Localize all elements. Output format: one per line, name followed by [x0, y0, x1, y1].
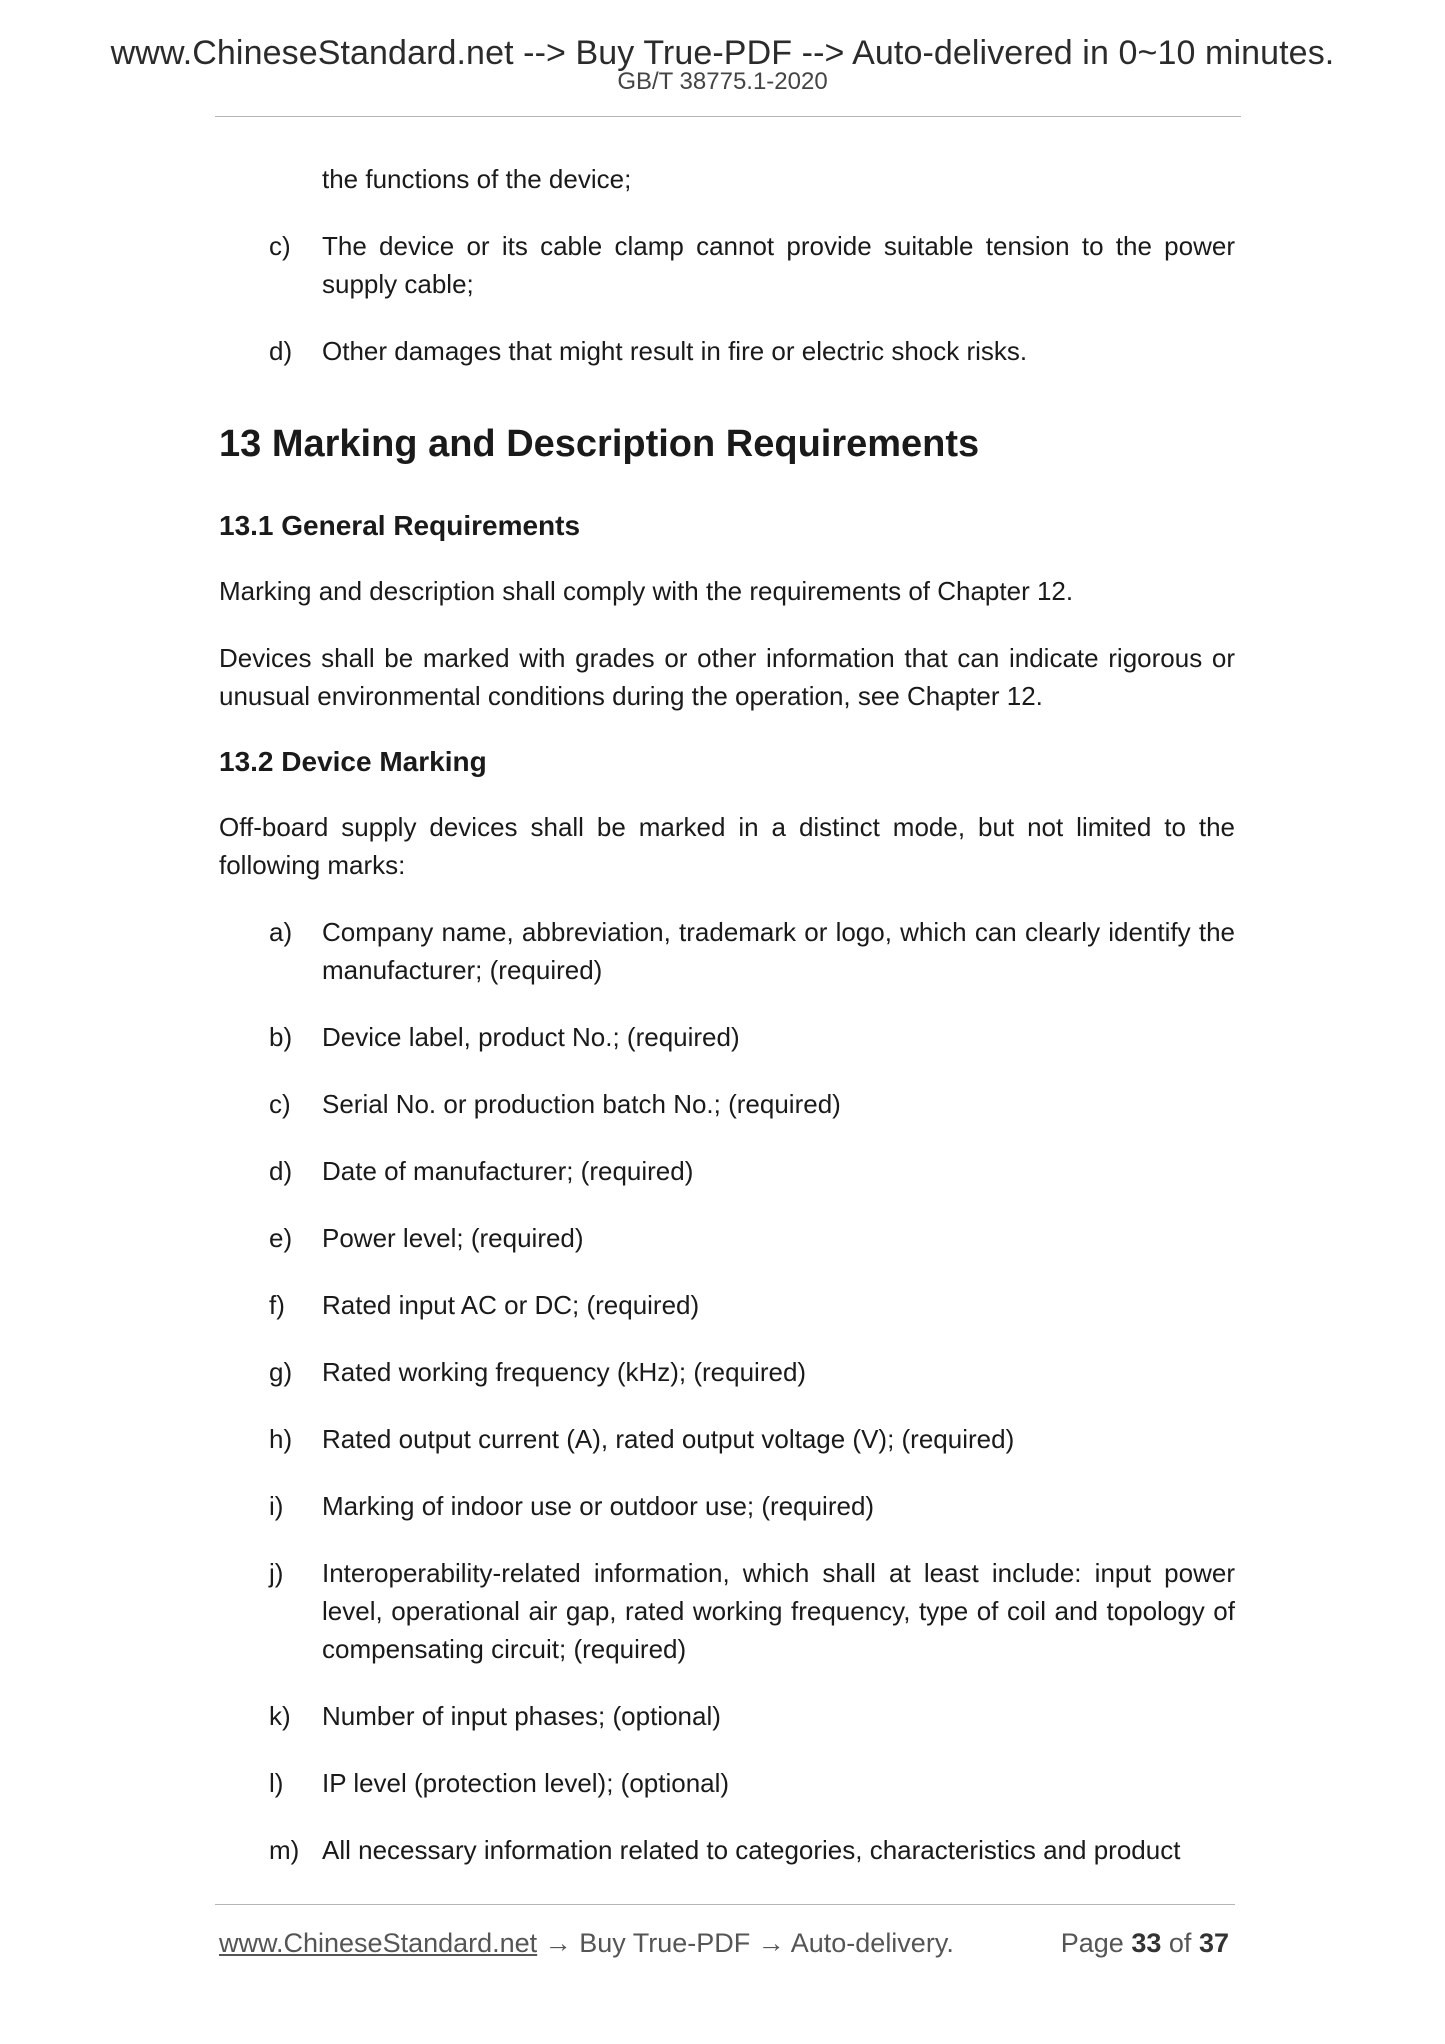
list-item: [219, 227, 1235, 303]
list-item-text: Rated working frequency (kHz); (required): [322, 1357, 807, 1387]
list-item-label: m): [269, 1835, 300, 1865]
list-item-label: h): [269, 1424, 293, 1454]
list-item-label: c): [269, 231, 291, 261]
list-item: [219, 1353, 1235, 1391]
list-item-label: d): [269, 1156, 293, 1186]
list-item-label: f): [269, 1290, 285, 1320]
list-item-label: b): [269, 1022, 293, 1052]
list-item: [219, 1420, 1235, 1458]
footer-divider: [215, 1904, 1235, 1905]
footer-tagline: → Buy True-PDF → Auto-delivery.: [537, 1928, 954, 1958]
header-divider: [215, 116, 1241, 117]
list-item-text: Power level; (required): [322, 1223, 584, 1253]
list-item-label: g): [269, 1357, 293, 1387]
page-indicator: [1061, 1928, 1229, 1959]
section-heading-13-1: 13.1 General Requirements: [219, 510, 581, 541]
page-footer: [219, 1928, 1229, 1959]
list-item-text: Serial No. or production batch No.; (required): [322, 1089, 841, 1119]
page-total: 37: [1198, 1928, 1229, 1958]
list-item: [219, 1764, 1235, 1802]
list-item-label: j): [269, 1558, 284, 1588]
section-heading-13-2: 13.2 Device Marking: [219, 746, 487, 777]
list-item-text: All necessary information related to categories, characteristics and product: [322, 1835, 1181, 1865]
list-item: [219, 1831, 1235, 1869]
list-item-label: a): [269, 917, 293, 947]
list-item-text: Device label, product No.; (required): [322, 1022, 740, 1052]
list-item: [219, 1697, 1235, 1735]
paragraph: Marking and description shall comply with the requirements of Chapter 12.: [219, 576, 1074, 606]
list-item-text: IP level (protection level); (optional): [322, 1768, 730, 1798]
list-item: [219, 1152, 1235, 1190]
document-body: [219, 160, 1235, 1898]
list-item-text: Rated input AC or DC; (required): [322, 1290, 700, 1320]
continuation-text: the functions of the device;: [322, 164, 632, 194]
page-word: Page: [1060, 1928, 1124, 1958]
standard-code: GB/T 38775.1-2020: [617, 68, 828, 95]
list-item: [219, 1554, 1235, 1668]
list-item-label: l): [269, 1768, 284, 1798]
list-item-label: k): [269, 1701, 291, 1731]
list-item: [219, 1487, 1235, 1525]
list-item-text: Interoperability-related information, which shall at least include: input power level, operational air gap, rated working frequency, type of coil and topology of compensating circuit; (required): [322, 1558, 1235, 1664]
paragraph: Off-board supply devices shall be marked in a distinct mode, but not limited to the following marks:: [219, 812, 1235, 880]
top-banner: www.ChineseStandard.net --> Buy True-PDF --> Auto-delivered in 0~10 minutes.: [110, 34, 1335, 72]
list-item: [219, 332, 1235, 370]
list-item-text: Company name, abbreviation, trademark or logo, which can clearly identify the manufacturer; (required): [322, 917, 1235, 985]
list-item: [219, 1018, 1235, 1056]
list-item-text: Marking of indoor use or outdoor use; (required): [322, 1491, 875, 1521]
list-item-label: c): [269, 1089, 291, 1119]
chapter-heading: 13 Marking and Description Requirements: [219, 423, 980, 465]
list-item-text: Number of input phases; (optional): [322, 1701, 721, 1731]
list-item-text: The device or its cable clamp cannot provide suitable tension to the power supply cable;: [322, 231, 1235, 299]
of-word: of: [1168, 1928, 1192, 1958]
list-item-text: Other damages that might result in fire or electric shock risks.: [322, 336, 1028, 366]
list-item-text: Date of manufacturer; (required): [322, 1156, 694, 1186]
page-number: 33: [1131, 1928, 1162, 1958]
list-item-label: e): [269, 1223, 293, 1253]
list-item: [219, 1286, 1235, 1324]
footer-site-link[interactable]: www.ChineseStandard.net: [219, 1928, 538, 1958]
list-item: [219, 1085, 1235, 1123]
list-item: [219, 1219, 1235, 1257]
list-item-label: i): [269, 1491, 284, 1521]
list-item-label: d): [269, 336, 293, 366]
list-item-text: Rated output current (A), rated output voltage (V); (required): [322, 1424, 1015, 1454]
list-item: [219, 913, 1235, 989]
paragraph: Devices shall be marked with grades or other information that can indicate rigorous or unusual environmental conditions during the operation, see Chapter 12.: [219, 643, 1235, 711]
